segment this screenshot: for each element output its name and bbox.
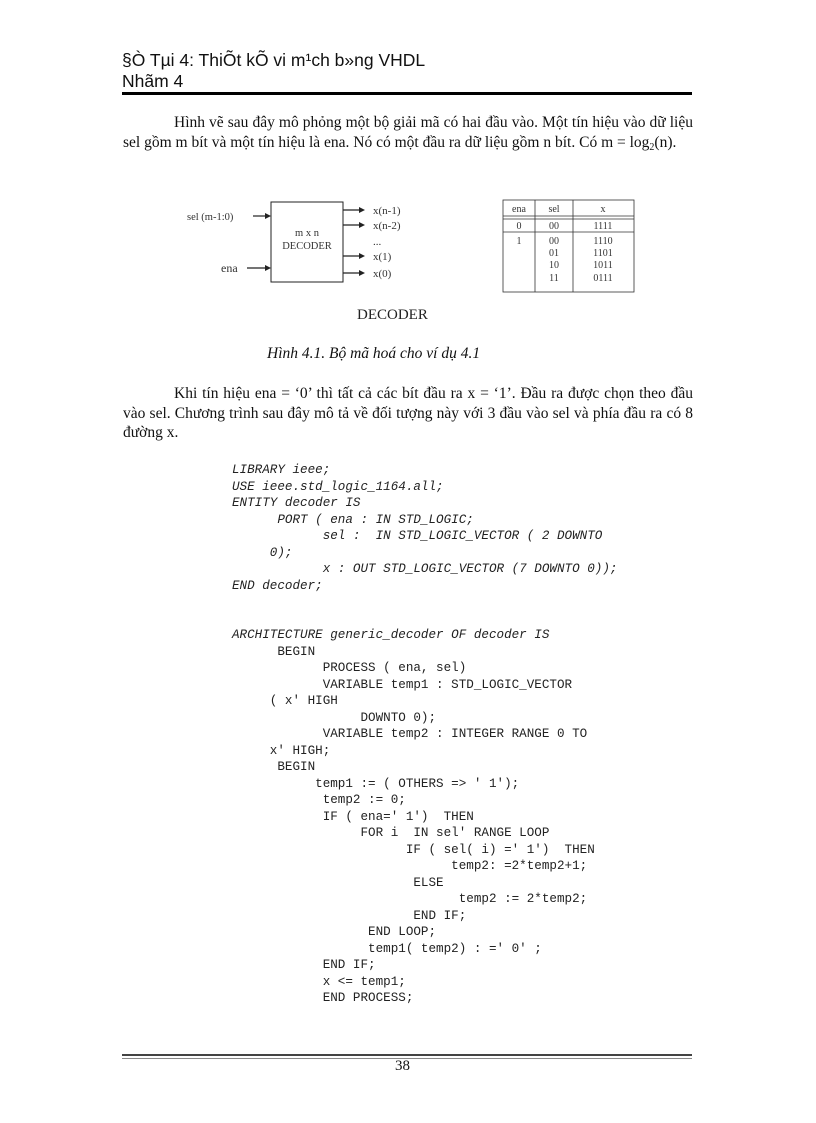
code-line: USE ieee.std_logic_1164.all; bbox=[232, 479, 444, 494]
output-label: x(0) bbox=[373, 268, 392, 280]
output-label: x(1) bbox=[373, 251, 392, 263]
code-line: x : OUT STD_LOGIC_VECTOR (7 DOWNTO 0)); bbox=[232, 562, 618, 576]
code-line: 0); bbox=[232, 545, 293, 560]
table-cell: 1101 bbox=[593, 248, 613, 259]
code-line: IF ( ena=' 1') THEN bbox=[232, 809, 474, 824]
body-text: Khi tín hiệu ena = ‘0’ thì tất cả các bít đầu ra x = ‘1’. Đầu ra được chọn theo đầu vào sel. Chương trình sau đây mô tả về đối tượng này với 3 đầu vào sel và phía đầu ra có 8 đường x. bbox=[123, 385, 693, 441]
decoder-diagram bbox=[185, 196, 640, 326]
code-line: ENTITY decoder IS bbox=[232, 496, 361, 510]
page-header bbox=[122, 50, 692, 92]
code-line: temp2 := 2*temp2; bbox=[232, 892, 588, 906]
header-rule bbox=[122, 92, 692, 95]
intro-text-end: (n). bbox=[654, 133, 677, 151]
code-line: IF ( sel( i) =' 1') THEN bbox=[232, 842, 595, 857]
table-cell: 10 bbox=[549, 260, 559, 271]
decoder-figure bbox=[185, 196, 640, 326]
table-header: sel bbox=[548, 204, 560, 215]
code-line: BEGIN bbox=[232, 760, 316, 774]
code-line: ARCHITECTURE generic_decoder OF decoder IS bbox=[232, 628, 550, 642]
code-line: temp2: =2*temp2+1; bbox=[232, 859, 588, 873]
code-line: DOWNTO 0); bbox=[232, 710, 437, 725]
table-cell: 1111 bbox=[593, 221, 613, 232]
table-header: ena bbox=[512, 204, 526, 215]
table-cell: 1 bbox=[516, 236, 522, 247]
code-line: PORT ( ena : IN STD_LOGIC; bbox=[232, 512, 474, 527]
code-line: ELSE bbox=[232, 875, 444, 890]
intro-paragraph bbox=[123, 113, 693, 152]
table-cell: 0 bbox=[516, 221, 522, 232]
code-line: x' HIGH; bbox=[232, 743, 331, 758]
table-cell: 01 bbox=[549, 248, 559, 259]
code-line: temp1 := ( OTHERS => ' 1'); bbox=[232, 776, 520, 791]
table-cell: 0111 bbox=[593, 273, 613, 284]
log-subscript: 2 bbox=[649, 141, 655, 153]
page-number: 38 bbox=[395, 1058, 410, 1074]
code-line bbox=[232, 611, 617, 628]
code-line bbox=[232, 594, 617, 611]
code-line: END IF; bbox=[232, 958, 376, 972]
code-line: ( x' HIGH bbox=[232, 694, 338, 708]
output-label: ... bbox=[373, 236, 382, 248]
sel-input-label: sel (m-1:0) bbox=[187, 212, 234, 223]
code-line: LIBRARY ieee; bbox=[232, 463, 331, 477]
code-line: x <= temp1; bbox=[232, 974, 406, 989]
table-cell: 11 bbox=[549, 273, 559, 284]
table-cell: 1011 bbox=[593, 260, 613, 271]
table-cell: 1110 bbox=[593, 236, 613, 247]
code-line: END decoder; bbox=[232, 578, 323, 593]
code-line: BEGIN bbox=[232, 644, 316, 659]
table-header: x bbox=[600, 204, 606, 215]
figure-label: DECODER bbox=[357, 307, 428, 323]
body-paragraph bbox=[123, 384, 693, 443]
header-group: Nhãm 4 bbox=[122, 71, 184, 91]
block-label-decoder: DECODER bbox=[282, 241, 332, 252]
code-line: temp2 := 0; bbox=[232, 793, 406, 807]
intro-text: Hình vẽ sau đây mô phỏng một bộ giải mã có hai đầu vào. Một tín hiệu vào dữ liệu sel gồm m bít và một tín hiệu là ena. Nó có một đầu ra dữ liệu gồm n bít. Có m = log bbox=[123, 114, 693, 151]
output-label: x(n-1) bbox=[373, 205, 401, 217]
code-line: PROCESS ( ena, sel) bbox=[232, 661, 467, 675]
code-line: END LOOP; bbox=[232, 925, 437, 939]
code-line: VARIABLE temp1 : STD_LOGIC_VECTOR bbox=[232, 677, 573, 692]
table-cell: 00 bbox=[549, 236, 559, 247]
block-label-mxn: m x n bbox=[295, 228, 319, 239]
ena-input-label: ena bbox=[221, 261, 238, 275]
code-line: sel : IN STD_LOGIC_VECTOR ( 2 DOWNTO bbox=[232, 529, 603, 543]
output-label: x(n-2) bbox=[373, 220, 401, 232]
figure-caption: Hình 4.1. Bộ mã hoá cho ví dụ 4.1 bbox=[267, 345, 481, 362]
table-cell: 00 bbox=[549, 221, 559, 232]
code-line: VARIABLE temp2 : INTEGER RANGE 0 TO bbox=[232, 727, 588, 741]
header-title: §Ò Tµi 4: ThiÕt kÕ vi m¹ch b»ng VHDL bbox=[122, 50, 426, 70]
code-line: FOR i IN sel' RANGE LOOP bbox=[232, 826, 550, 840]
code-line: END PROCESS; bbox=[232, 991, 414, 1005]
code-line: END IF; bbox=[232, 908, 467, 923]
code-listing bbox=[232, 462, 617, 1007]
code-line: temp1( temp2) : =' 0' ; bbox=[232, 941, 542, 956]
